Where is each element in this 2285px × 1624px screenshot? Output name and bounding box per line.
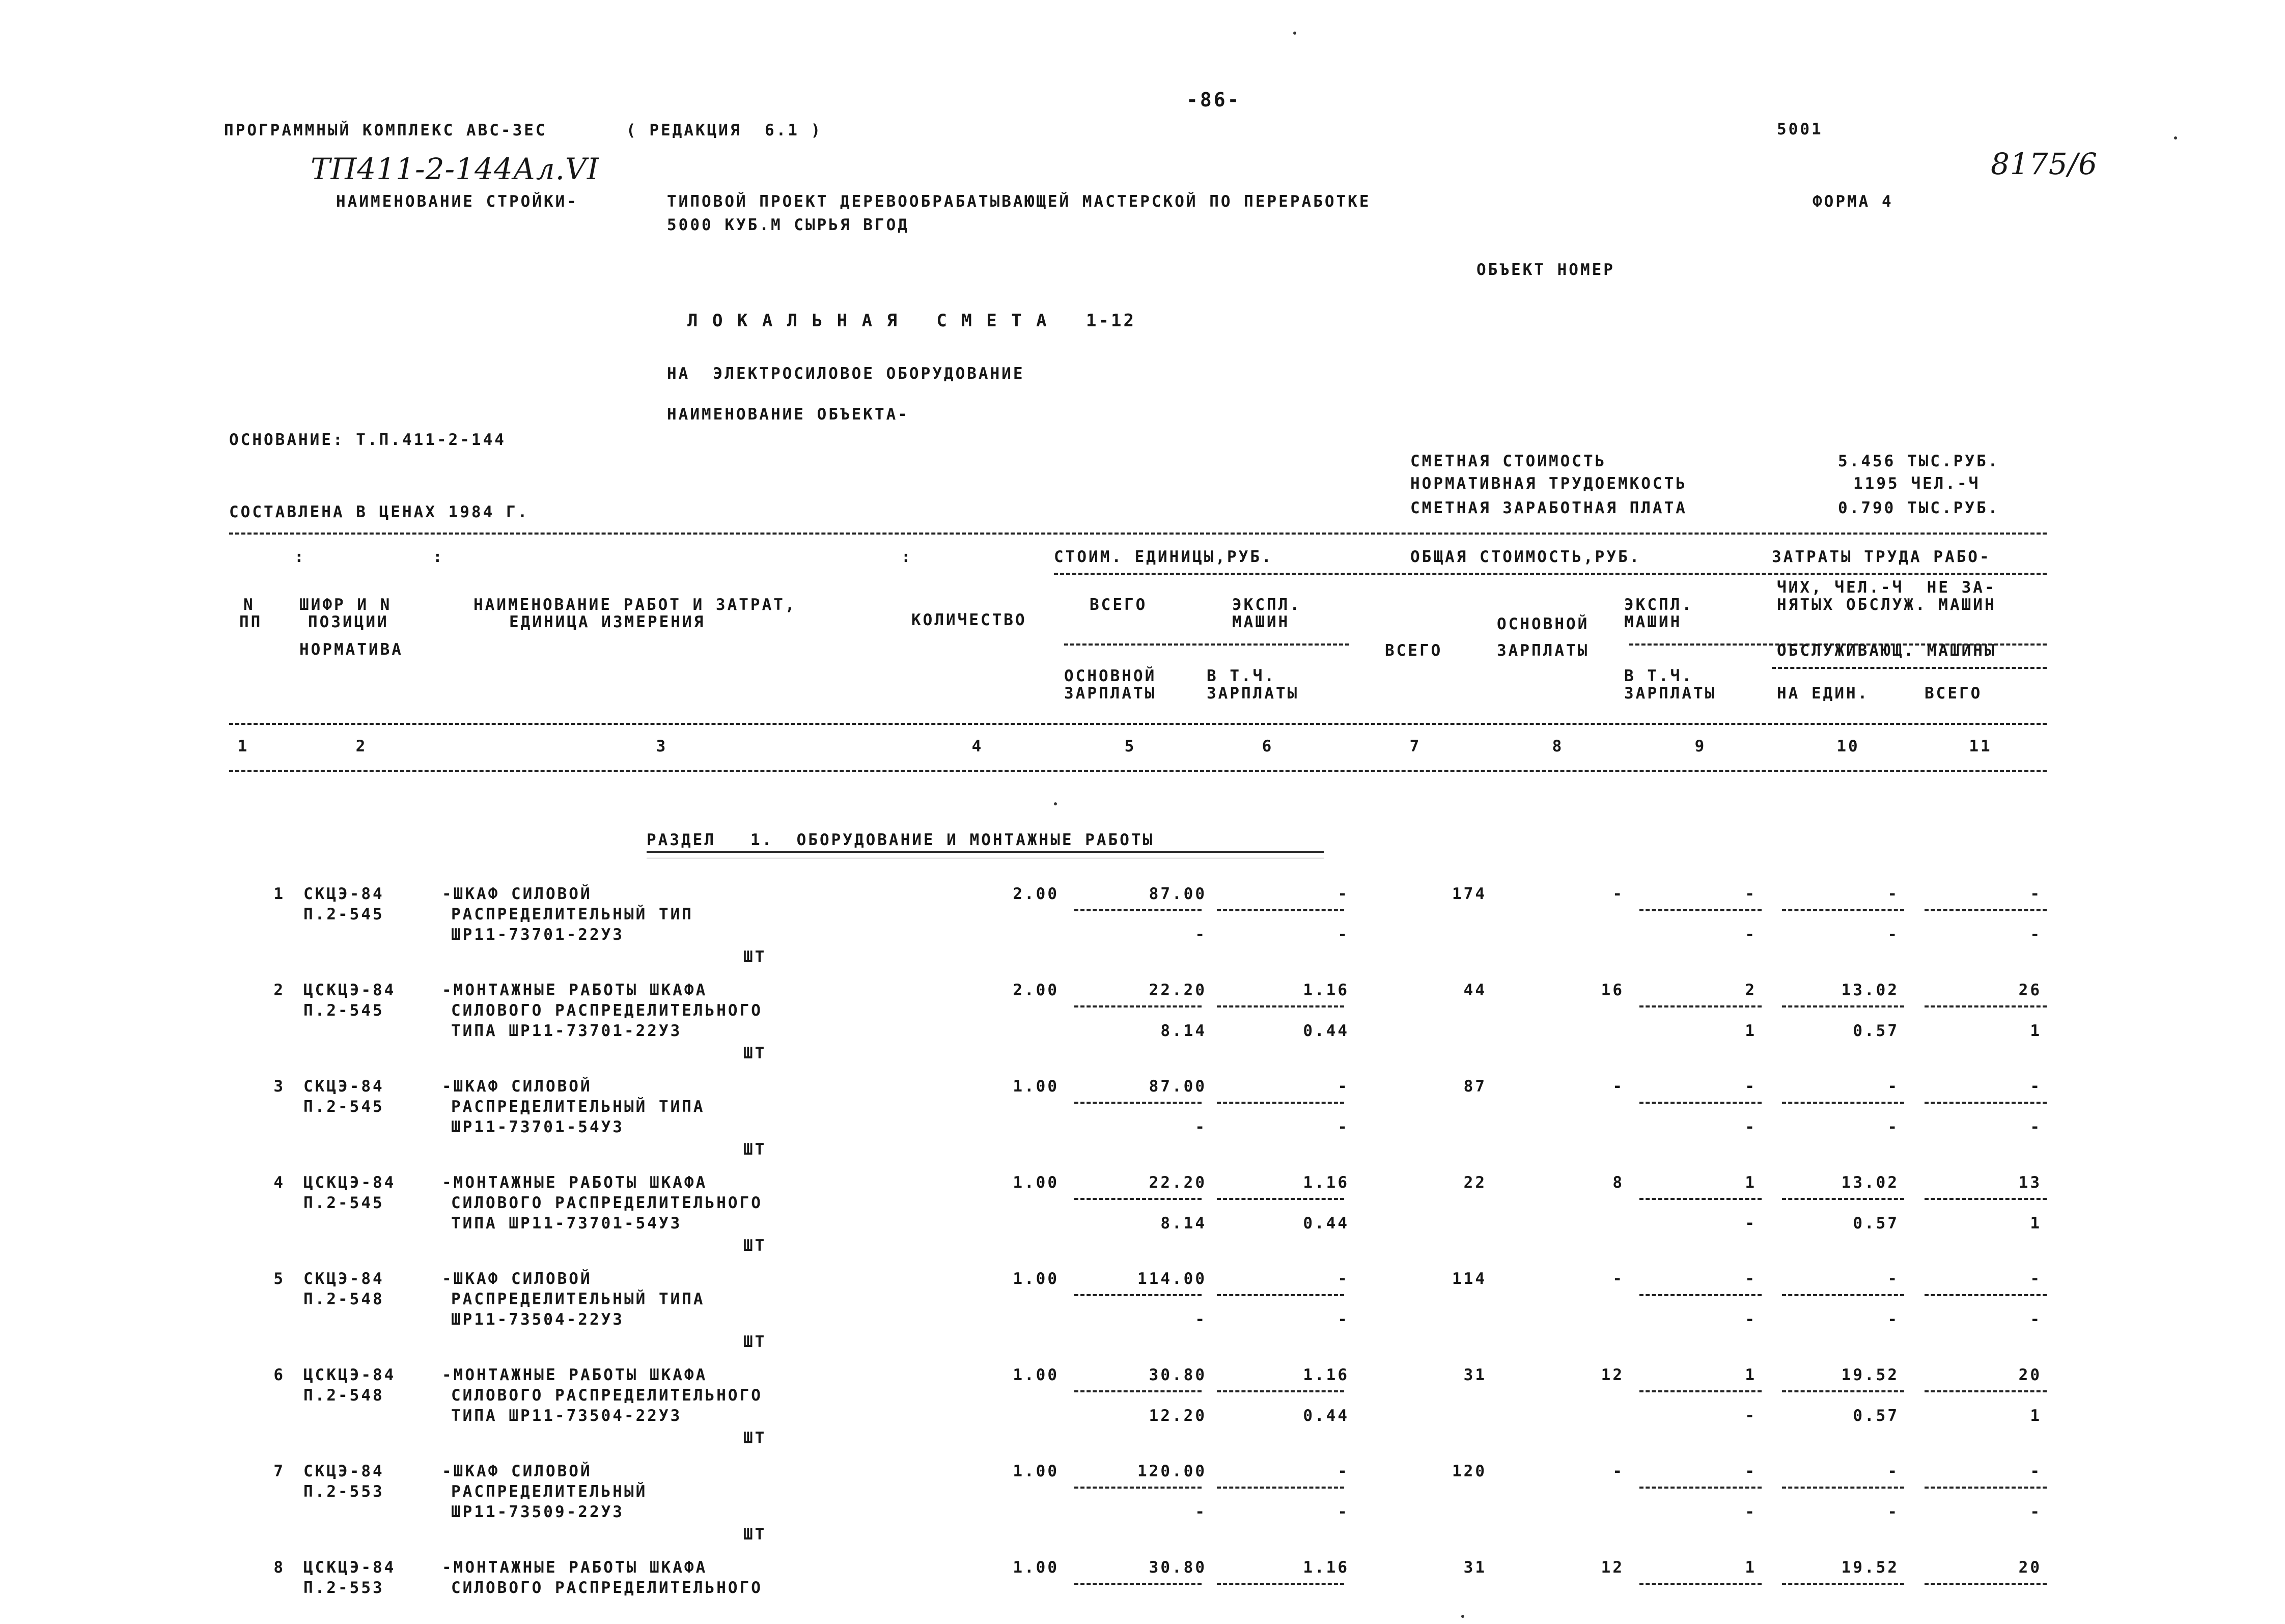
cell-rule (1782, 1390, 1904, 1392)
cell-rule (1782, 1102, 1904, 1104)
row-total-labor-machines: - (2030, 926, 2042, 944)
row-machine-ops: 1 (1745, 1366, 1757, 1384)
cell-rule (1925, 1294, 2047, 1296)
cell-rule (1217, 909, 1344, 911)
row-position: П.2-548 (303, 1290, 384, 1308)
cell-rule (1217, 1198, 1344, 1200)
header-total-cost: ОБЩАЯ СТОИМОСТЬ,РУБ. (1410, 548, 1641, 566)
row-number: 1 (273, 885, 285, 903)
row-number: 3 (273, 1077, 285, 1096)
row-unit-machine-wage: - (1337, 1503, 1349, 1521)
header-machines-op-1: ЭКСПЛ. (1624, 596, 1693, 614)
col-number-11: 11 (1969, 737, 1992, 755)
row-machine-wage: - (1745, 1310, 1757, 1329)
row-position: П.2-545 (303, 1194, 384, 1212)
cell-rule (1925, 909, 2047, 911)
row-number: 4 (273, 1173, 285, 1192)
row-name-line: СИЛОВОГО РАСПРЕДЕЛИТЕЛЬНОГО (451, 1386, 763, 1405)
cell-rule (1782, 909, 1904, 911)
row-unit-basic-wage: 8.14 (1160, 1022, 1207, 1040)
row-machines: 1.16 (1303, 981, 1349, 999)
cell-rule (1217, 1005, 1344, 1007)
row-machine-ops: - (1745, 885, 1757, 903)
basis: ОСНОВАНИЕ: Т.П.411-2-144 (229, 431, 506, 449)
header-labor-6: ВСЕГО (1925, 684, 1983, 703)
header-basic-1: ОСНОВНОЙ (1497, 615, 1590, 633)
row-total-labor: 13 (2018, 1173, 2042, 1192)
row-unit-price: 87.00 (1149, 885, 1207, 903)
header-labor-2: ЧИХ, ЧЕЛ.-Ч НЕ ЗА- (1777, 578, 1996, 597)
row-total-labor-machines: - (2030, 1503, 2042, 1521)
row-name-line: -МОНТАЖНЫЕ РАБОТЫ ШКАФА (442, 1558, 708, 1577)
estimate-title: Л О К А Л Ь Н А Я С М Е Т А 1-12 (687, 311, 1136, 331)
row-machine-ops: 2 (1745, 981, 1757, 999)
row-name-line: ТИПА ШР11-73701-22УЗ (451, 1022, 682, 1040)
cell-rule (1639, 909, 1762, 911)
row-name-line: ШР11-73701-54УЗ (451, 1118, 624, 1136)
header-rule-top (229, 533, 2047, 535)
row-name-line: РАСПРЕДЕЛИТЕЛЬНЫЙ ТИПА (451, 1098, 705, 1116)
row-unit-labor: - (1887, 1270, 1899, 1288)
row-unit-labor: - (1887, 1462, 1899, 1480)
program-name: ПРОГРАММНЫЙ КОМПЛЕКС АВС-ЗЕС (224, 121, 547, 139)
row-basic-wage: - (1612, 885, 1624, 903)
row-unit-machine-wage: - (1337, 1118, 1349, 1136)
row-position: П.2-545 (303, 1001, 384, 1020)
row-basic-wage: 12 (1601, 1558, 1624, 1577)
header-incl-op-2: ЗАРПЛАТЫ (1624, 684, 1717, 703)
row-quantity: 2.00 (1013, 981, 1059, 999)
row-unit: ШТ (743, 1429, 767, 1447)
row-unit-basic-wage: 8.14 (1160, 1214, 1207, 1233)
paper-speck (1461, 1615, 1464, 1618)
header-rule-unit (1064, 643, 1349, 646)
row-basic-wage: - (1612, 1270, 1624, 1288)
row-total-labor-machines: 1 (2030, 1022, 2042, 1040)
row-name-line: -МОНТАЖНЫЕ РАБОТЫ ШКАФА (442, 1366, 708, 1384)
paper-speck (1054, 802, 1057, 805)
summary-label-2: НОРМАТИВНАЯ ТРУДОЕМКОСТЬ (1410, 474, 1687, 493)
row-name-line: РАСПРЕДЕЛИТЕЛЬНЫЙ ТИП (451, 905, 693, 923)
row-total-labor-machines: - (2030, 1310, 2042, 1329)
row-unit-labor-machines: - (1887, 1118, 1899, 1136)
row-code: ЦСКЦЭ-84 (303, 1173, 396, 1192)
cell-rule (1074, 1390, 1202, 1392)
row-name-line: СИЛОВОГО РАСПРЕДЕЛИТЕЛЬНОГО (451, 1579, 763, 1597)
row-quantity: 1.00 (1013, 1558, 1059, 1577)
row-unit-price: 120.00 (1137, 1462, 1207, 1480)
row-total-labor: - (2030, 1077, 2042, 1096)
row-code: ЦСКЦЭ-84 (303, 1558, 396, 1577)
row-number: 8 (273, 1558, 285, 1577)
cell-rule (1217, 1390, 1344, 1392)
row-machine-wage: - (1745, 1118, 1757, 1136)
cell-rule (1639, 1005, 1762, 1007)
cell-rule (1925, 1198, 2047, 1200)
cell-rule (1925, 1102, 2047, 1104)
row-quantity: 2.00 (1013, 885, 1059, 903)
row-total-labor: 20 (2018, 1558, 2042, 1577)
cell-rule (1074, 1005, 1202, 1007)
cell-rule (1925, 1005, 2047, 1007)
row-basic-wage: - (1612, 1462, 1624, 1480)
cell-rule (1074, 1102, 1202, 1104)
row-machine-ops: 1 (1745, 1558, 1757, 1577)
col-number-3: 3 (656, 737, 668, 755)
row-number: 7 (273, 1462, 285, 1480)
header-rule-bottom (229, 770, 2047, 772)
row-basic-wage: 16 (1601, 981, 1624, 999)
header-sep: : (294, 548, 306, 566)
row-unit-price: 114.00 (1137, 1270, 1207, 1288)
row-unit: ШТ (743, 1237, 767, 1255)
row-total-labor: - (2030, 885, 2042, 903)
header-rule-mid (229, 723, 2047, 725)
row-unit-labor: - (1887, 885, 1899, 903)
row-unit-basic-wage: - (1195, 1310, 1207, 1329)
header-incl-1: В Т.Ч. (1207, 667, 1276, 685)
row-total: 120 (1452, 1462, 1487, 1480)
row-position: П.2-553 (303, 1579, 384, 1597)
header-sep: : (901, 548, 913, 566)
row-machine-ops: - (1745, 1270, 1757, 1288)
row-number: 6 (273, 1366, 285, 1384)
cell-rule (1074, 909, 1202, 911)
row-unit-labor: 19.52 (1841, 1558, 1899, 1577)
cell-rule (1074, 1198, 1202, 1200)
row-total: 87 (1463, 1077, 1487, 1096)
row-code: ЦСКЦЭ-84 (303, 981, 396, 999)
row-machines: - (1337, 1077, 1349, 1096)
header-num-2: ПП (239, 613, 263, 631)
row-machine-wage: - (1745, 1407, 1757, 1425)
row-unit-price: 30.80 (1149, 1366, 1207, 1384)
row-machines: - (1337, 885, 1349, 903)
cell-rule (1217, 1102, 1344, 1104)
row-machine-ops: 1 (1745, 1173, 1757, 1192)
cell-rule (1217, 1583, 1344, 1585)
row-name-line: СИЛОВОГО РАСПРЕДЕЛИТЕЛЬНОГО (451, 1001, 763, 1020)
row-position: П.2-548 (303, 1386, 384, 1405)
header-all: ВСЕГО (1385, 641, 1443, 660)
row-unit-labor-machines: 0.57 (1853, 1407, 1899, 1425)
summary-label-3: СМЕТНАЯ ЗАРАБОТНАЯ ПЛАТА (1410, 499, 1687, 517)
row-name-line: -МОНТАЖНЫЕ РАБОТЫ ШКАФА (442, 981, 708, 999)
summary-value-2: 1195 ЧЕЛ.-Ч (1853, 474, 1981, 493)
row-unit: ШТ (743, 1140, 767, 1159)
cell-rule (1639, 1294, 1762, 1296)
row-code: СКЦЭ-84 (303, 1270, 384, 1288)
row-unit: ШТ (743, 1044, 767, 1062)
row-unit: ШТ (743, 1333, 767, 1351)
cell-rule (1217, 1487, 1344, 1489)
summary-value-1: 5.456 ТЫС.РУБ. (1838, 452, 2000, 470)
cell-rule (1782, 1487, 1904, 1489)
row-machine-wage: 1 (1745, 1022, 1757, 1040)
construction-name-line2: 5000 КУБ.М СЫРЬЯ ВГОД (667, 216, 909, 234)
row-unit-machine-wage: - (1337, 926, 1349, 944)
row-unit-basic-wage: - (1195, 926, 1207, 944)
row-unit-labor: 13.02 (1841, 1173, 1899, 1192)
cell-rule (1782, 1005, 1904, 1007)
row-name-line: ШР11-73701-22УЗ (451, 926, 624, 944)
edition: ( РЕДАКЦИЯ 6.1 ) (626, 121, 823, 139)
row-unit-price: 87.00 (1149, 1077, 1207, 1096)
header-labor-1: ЗАТРАТЫ ТРУДА РАБО- (1772, 548, 1991, 566)
cell-rule (1782, 1198, 1904, 1200)
row-total-labor-machines: 1 (2030, 1214, 2042, 1233)
col-number-2: 2 (355, 737, 368, 755)
header-sep: : (433, 548, 444, 566)
row-total-labor-machines: 1 (2030, 1407, 2042, 1425)
row-unit-basic-wage: - (1195, 1503, 1207, 1521)
header-incl-op-1: В Т.Ч. (1624, 667, 1693, 685)
row-machine-ops: - (1745, 1077, 1757, 1096)
cell-rule (1925, 1487, 2047, 1489)
cell-rule (1639, 1487, 1762, 1489)
header-unit-cost: СТОИМ. ЕДИНИЦЫ,РУБ. (1054, 548, 1273, 566)
estimate-subject: НА ЭЛЕКТРОСИЛОВОЕ ОБОРУДОВАНИЕ (667, 365, 1025, 383)
row-unit-labor-machines: - (1887, 1310, 1899, 1329)
cell-rule (1782, 1294, 1904, 1296)
header-incl-2: ЗАРПЛАТЫ (1207, 684, 1299, 703)
row-unit-labor: - (1887, 1077, 1899, 1096)
row-position: П.2-553 (303, 1482, 384, 1501)
row-unit-machine-wage: - (1337, 1310, 1349, 1329)
row-code: ЦСКЦЭ-84 (303, 1366, 396, 1384)
row-total: 44 (1463, 981, 1487, 999)
row-total-labor-machines: - (2030, 1118, 2042, 1136)
header-code-2: ПОЗИЦИИ (308, 613, 389, 631)
row-code: СКЦЭ-84 (303, 1462, 384, 1480)
cell-rule (1639, 1390, 1762, 1392)
row-name-line: -ШКАФ СИЛОВОЙ (442, 1077, 592, 1096)
construction-label: НАИМЕНОВАНИЕ СТРОЙКИ- (336, 192, 578, 211)
col-number-8: 8 (1552, 737, 1564, 755)
row-name-line: ТИПА ШР11-73701-54УЗ (451, 1214, 682, 1233)
object-name-label: НАИМЕНОВАНИЕ ОБЪЕКТА- (667, 405, 909, 424)
row-total-labor: - (2030, 1270, 2042, 1288)
row-machine-wage: - (1745, 1214, 1757, 1233)
row-total: 114 (1452, 1270, 1487, 1288)
summary-value-3: 0.790 ТЫС.РУБ. (1838, 499, 2000, 517)
row-position: П.2-545 (303, 1098, 384, 1116)
summary-label-1: СМЕТНАЯ СТОИМОСТЬ (1410, 452, 1607, 470)
row-unit-labor-machines: 0.57 (1853, 1214, 1899, 1233)
row-machines: 1.16 (1303, 1366, 1349, 1384)
row-machines: - (1337, 1270, 1349, 1288)
header-code-3: НОРМАТИВА (299, 640, 403, 659)
cell-rule (1217, 1294, 1344, 1296)
row-unit-labor-machines: - (1887, 1503, 1899, 1521)
col-number-1: 1 (237, 737, 249, 755)
compiled-prices: СОСТАВЛЕНА В ЦЕНАХ 1984 Г. (229, 503, 530, 521)
section-title: РАЗДЕЛ 1. ОБОРУДОВАНИЕ И МОНТАЖНЫЕ РАБОТЫ (647, 831, 1155, 849)
row-name-line: -ШКАФ СИЛОВОЙ (442, 885, 592, 903)
row-total: 174 (1452, 885, 1487, 903)
row-unit-machine-wage: 0.44 (1303, 1022, 1349, 1040)
row-unit-labor-machines: - (1887, 926, 1899, 944)
row-number: 5 (273, 1270, 285, 1288)
row-unit-price: 22.20 (1149, 1173, 1207, 1192)
header-machines-2: МАШИН (1232, 613, 1290, 631)
row-basic-wage: 8 (1612, 1173, 1624, 1192)
header-basic-wage-1: ОСНОВНОЙ (1064, 667, 1157, 685)
row-machine-wage: - (1745, 1503, 1757, 1521)
code-number: 5001 (1777, 120, 1823, 138)
row-total: 31 (1463, 1558, 1487, 1577)
row-machine-ops: - (1745, 1462, 1757, 1480)
row-name-line: СИЛОВОГО РАСПРЕДЕЛИТЕЛЬНОГО (451, 1194, 763, 1212)
cell-rule (1074, 1583, 1202, 1585)
row-code: СКЦЭ-84 (303, 1077, 384, 1096)
header-total: ВСЕГО (1090, 596, 1148, 614)
col-number-5: 5 (1124, 737, 1136, 755)
row-quantity: 1.00 (1013, 1270, 1059, 1288)
cell-rule (1639, 1198, 1762, 1200)
header-name-1: НАИМЕНОВАНИЕ РАБОТ И ЗАТРАТ, (473, 596, 797, 614)
form-label: ФОРМА 4 (1813, 192, 1893, 211)
row-name-line: РАСПРЕДЕЛИТЕЛЬНЫЙ (451, 1482, 648, 1501)
row-quantity: 1.00 (1013, 1173, 1059, 1192)
row-number: 2 (273, 981, 285, 999)
header-basic-wage-2: ЗАРПЛАТЫ (1064, 684, 1157, 703)
header-machines-op-2: МАШИН (1624, 613, 1682, 631)
row-quantity: 1.00 (1013, 1077, 1059, 1096)
row-name-line: -ШКАФ СИЛОВОЙ (442, 1270, 592, 1288)
handwritten-project-code: ТП411-2-144Ал.VI (311, 152, 599, 186)
page-number: -86- (1186, 89, 1241, 111)
row-machines: 1.16 (1303, 1173, 1349, 1192)
row-unit: ШТ (743, 948, 767, 966)
row-quantity: 1.00 (1013, 1366, 1059, 1384)
row-unit: ШТ (743, 1525, 767, 1544)
row-name-line: ШР11-73509-22УЗ (451, 1503, 624, 1521)
col-number-4: 4 (971, 737, 984, 755)
row-unit-labor: 13.02 (1841, 981, 1899, 999)
header-quantity: КОЛИЧЕСТВО (911, 611, 1027, 629)
row-quantity: 1.00 (1013, 1462, 1059, 1480)
object-number: ОБЪЕКТ НОМЕР (1476, 261, 1615, 279)
row-machines: 1.16 (1303, 1558, 1349, 1577)
row-name-line: ТИПА ШР11-73504-22УЗ (451, 1407, 682, 1425)
row-machines: - (1337, 1462, 1349, 1480)
cell-rule (1925, 1583, 2047, 1585)
header-rule-labor-2 (1772, 667, 2047, 669)
row-name-line: ШР11-73504-22УЗ (451, 1310, 624, 1329)
row-name-line: -МОНТАЖНЫЕ РАБОТЫ ШКАФА (442, 1173, 708, 1192)
row-unit-basic-wage: 12.20 (1149, 1407, 1207, 1425)
row-total-labor: 20 (2018, 1366, 2042, 1384)
row-unit-labor-machines: 0.57 (1853, 1022, 1899, 1040)
row-unit-basic-wage: - (1195, 1118, 1207, 1136)
row-total-labor: - (2030, 1462, 2042, 1480)
row-total: 22 (1463, 1173, 1487, 1192)
cell-rule (1074, 1487, 1202, 1489)
row-name-line: РАСПРЕДЕЛИТЕЛЬНЫЙ ТИПА (451, 1290, 705, 1308)
row-unit-price: 22.20 (1149, 981, 1207, 999)
row-basic-wage: 12 (1601, 1366, 1624, 1384)
header-labor-5: НА ЕДИН. (1777, 684, 1870, 703)
header-basic-2: ЗАРПЛАТЫ (1497, 641, 1590, 660)
cell-rule (1925, 1390, 2047, 1392)
handwritten-archive-number: 8175/6 (1991, 147, 2098, 181)
row-total: 31 (1463, 1366, 1487, 1384)
cell-rule (1782, 1583, 1904, 1585)
section-underline (647, 851, 1324, 858)
row-machine-wage: - (1745, 926, 1757, 944)
header-code-1: ШИФР И N (299, 596, 392, 614)
header-labor-4: ОБСЛУЖИВАЮЩ. МАШИНЫ (1777, 641, 1996, 660)
header-name-2: ЕДИНИЦА ИЗМЕРЕНИЯ (509, 613, 706, 631)
row-unit-machine-wage: 0.44 (1303, 1407, 1349, 1425)
row-code: СКЦЭ-84 (303, 885, 384, 903)
construction-name-line1: ТИПОВОЙ ПРОЕКТ ДЕРЕВООБРАБАТЫВАЮЩЕЙ МАСТЕРСКОЙ ПО ПЕРЕРАБОТКЕ (667, 192, 1371, 211)
col-number-6: 6 (1262, 737, 1274, 755)
cell-rule (1639, 1583, 1762, 1585)
cell-rule (1074, 1294, 1202, 1296)
row-name-line: -ШКАФ СИЛОВОЙ (442, 1462, 592, 1480)
header-labor-3: НЯТЫХ ОБСЛУЖ. МАШИН (1777, 596, 1996, 614)
row-basic-wage: - (1612, 1077, 1624, 1096)
col-number-10: 10 (1836, 737, 1860, 755)
row-unit-machine-wage: 0.44 (1303, 1214, 1349, 1233)
paper-speck (2174, 136, 2177, 139)
row-unit-labor: 19.52 (1841, 1366, 1899, 1384)
header-machines-1: ЭКСПЛ. (1232, 596, 1301, 614)
row-total-labor: 26 (2018, 981, 2042, 999)
row-position: П.2-545 (303, 905, 384, 923)
cell-rule (1639, 1102, 1762, 1104)
paper-speck (1293, 32, 1296, 35)
header-num-1: N (243, 596, 255, 614)
col-number-9: 9 (1694, 737, 1707, 755)
header-rule-sub (1054, 573, 2047, 575)
row-unit-price: 30.80 (1149, 1558, 1207, 1577)
col-number-7: 7 (1409, 737, 1422, 755)
